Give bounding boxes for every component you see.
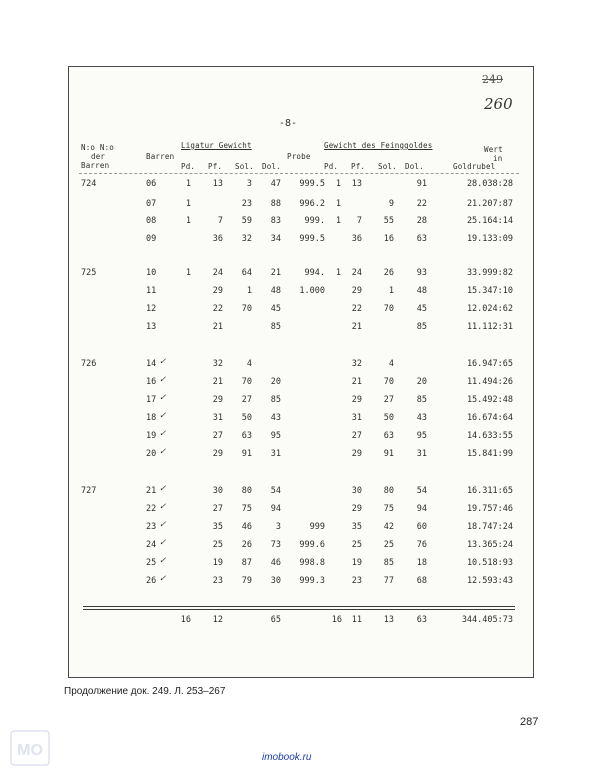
total-pd: 16: [180, 615, 191, 625]
archive-number-struck: 249: [482, 73, 503, 86]
cell-wert: 15.841:99: [466, 449, 513, 459]
cell-probe: 994.: [304, 268, 325, 278]
cell-dol: 43: [270, 413, 281, 423]
subheader-feingold-pf: Pf.: [351, 162, 366, 171]
cell-dol: 48: [270, 286, 281, 296]
check-mark-icon: ✓: [159, 502, 167, 512]
cell-fsol: 26: [383, 268, 394, 278]
check-mark-icon: ✓: [159, 520, 167, 530]
cell-wert: 16.674:64: [466, 413, 513, 423]
header-barren: Barren: [146, 152, 175, 161]
cell-probe: 999: [309, 522, 325, 532]
total-dol: 65: [270, 615, 281, 625]
group-number: 727: [81, 486, 97, 496]
cell-sol: 79: [241, 576, 252, 586]
cell-fsol: 91: [383, 449, 394, 459]
cell-fsol: 63: [383, 431, 394, 441]
cell-sol: 70: [241, 304, 252, 314]
cell-fpf: 21: [351, 322, 362, 332]
cell-pf: 23: [212, 576, 223, 586]
cell-sol: 87: [241, 558, 252, 568]
cell-barren: 19: [146, 431, 157, 441]
cell-sol: 3: [246, 179, 252, 189]
cell-wert: 13.365:24: [466, 540, 513, 550]
cell-pf: 32: [212, 359, 223, 369]
cell-fpf: 23: [351, 576, 362, 586]
cell-barren: 25: [146, 558, 157, 568]
cell-fpf: 32: [351, 359, 362, 369]
check-mark-icon: ✓: [159, 357, 167, 367]
subheader-pd: Pd.: [181, 162, 196, 171]
cell-pf: 30: [212, 486, 223, 496]
total-wert: 344.405:73: [461, 615, 513, 625]
cell-fpf: 31: [351, 413, 362, 423]
cell-fdol: 43: [416, 413, 427, 423]
cell-sol: 50: [241, 413, 252, 423]
cell-fpd: 1: [335, 216, 341, 226]
cell-fpd: 1: [335, 199, 341, 209]
cell-fdol: 31: [416, 449, 427, 459]
cell-fdol: 85: [416, 322, 427, 332]
cell-pf: 19: [212, 558, 223, 568]
cell-fpf: 24: [351, 268, 362, 278]
cell-sol: 32: [241, 234, 252, 244]
publisher-logo-icon: [10, 730, 50, 766]
cell-dol: 30: [270, 576, 281, 586]
cell-wert: 14.633:55: [466, 431, 513, 441]
cell-dol: 20: [270, 377, 281, 387]
check-mark-icon: ✓: [159, 538, 167, 548]
cell-fpf: 7: [356, 216, 362, 226]
header-no-line2: der: [91, 152, 106, 161]
cell-wert: 21.207:87: [466, 199, 513, 209]
cell-dol: 83: [270, 216, 281, 226]
header-feingold: Gewicht des Feinggoldes: [324, 141, 433, 150]
cell-probe: 999.6: [299, 540, 325, 550]
cell-wert: 12.593:43: [466, 576, 513, 586]
cell-fsol: 77: [383, 576, 394, 586]
cell-pd: 1: [185, 199, 191, 209]
cell-fsol: 27: [383, 395, 394, 405]
cell-fdol: 93: [416, 268, 427, 278]
cell-wert: 15.347:10: [466, 286, 513, 296]
subheader-sol: Sol.: [235, 162, 254, 171]
total-feingold-dol: 63: [416, 615, 427, 625]
cell-wert: 11.112:31: [466, 322, 513, 332]
cell-dol: 46: [270, 558, 281, 568]
cell-fdol: 95: [416, 431, 427, 441]
cell-fsol: 70: [383, 377, 394, 387]
cell-sol: 80: [241, 486, 252, 496]
cell-fpf: 35: [351, 522, 362, 532]
cell-dol: 85: [270, 395, 281, 405]
check-mark-icon: ✓: [159, 429, 167, 439]
cell-pf: 7: [217, 216, 223, 226]
total-pf: 12: [212, 615, 223, 625]
cell-barren: 24: [146, 540, 157, 550]
cell-fpf: 27: [351, 431, 362, 441]
header-wert-line3: Goldrubel: [453, 162, 496, 171]
cell-probe: 999.5: [299, 234, 325, 244]
cell-probe: 998.8: [299, 558, 325, 568]
cell-fpf: 29: [351, 449, 362, 459]
cell-sol: 1: [246, 286, 252, 296]
cell-fdol: 60: [416, 522, 427, 532]
cell-pd: 1: [185, 179, 191, 189]
cell-fpf: 29: [351, 504, 362, 514]
cell-fsol: 4: [388, 359, 394, 369]
cell-pf: 22: [212, 304, 223, 314]
cell-wert: 19.757:46: [466, 504, 513, 514]
cell-barren: 26: [146, 576, 157, 586]
cell-dol: 94: [270, 504, 281, 514]
cell-fpf: 13: [351, 179, 362, 189]
check-mark-icon: ✓: [159, 447, 167, 457]
cell-sol: 46: [241, 522, 252, 532]
total-feingold-sol: 13: [383, 615, 394, 625]
subheader-dol: Dol.: [262, 162, 281, 171]
cell-wert: 19.133:09: [466, 234, 513, 244]
cell-pf: 25: [212, 540, 223, 550]
cell-fdol: 45: [416, 304, 427, 314]
cell-fdol: 85: [416, 395, 427, 405]
cell-wert: 12.024:62: [466, 304, 513, 314]
cell-sol: 64: [241, 268, 252, 278]
cell-wert: 10.518:93: [466, 558, 513, 568]
cell-pf: 35: [212, 522, 223, 532]
cell-sol: 4: [246, 359, 252, 369]
cell-pf: 21: [212, 322, 223, 332]
cell-barren: 08: [146, 216, 157, 226]
totals-rule-1: [83, 606, 515, 607]
document-page-number: -8-: [279, 118, 298, 129]
cell-barren: 14: [146, 359, 157, 369]
cell-barren: 12: [146, 304, 157, 314]
cell-barren: 18: [146, 413, 157, 423]
cell-fpf: 30: [351, 486, 362, 496]
cell-pf: 29: [212, 286, 223, 296]
cell-wert: 11.494:26: [466, 377, 513, 387]
check-mark-icon: ✓: [159, 393, 167, 403]
header-wert-line1: Wert: [484, 145, 503, 154]
cell-fdol: 94: [416, 504, 427, 514]
cell-dol: 34: [270, 234, 281, 244]
cell-dol: 54: [270, 486, 281, 496]
cell-pd: 1: [185, 268, 191, 278]
cell-fsol: 85: [383, 558, 394, 568]
cell-pf: 29: [212, 395, 223, 405]
cell-fdol: 54: [416, 486, 427, 496]
cell-probe: 1.000: [299, 286, 325, 296]
header-no-line3: Barren: [81, 161, 110, 170]
cell-dol: 3: [275, 522, 281, 532]
cell-sol: 63: [241, 431, 252, 441]
cell-fpf: 29: [351, 395, 362, 405]
cell-wert: 15.492:48: [466, 395, 513, 405]
typewritten-table: [69, 67, 533, 677]
cell-pf: 29: [212, 449, 223, 459]
document-scan: [68, 66, 534, 678]
cell-barren: 11: [146, 286, 157, 296]
cell-wert: 28.038:28: [466, 179, 513, 189]
cell-fdol: 91: [416, 179, 427, 189]
cell-pf: 27: [212, 431, 223, 441]
header-no-line1: N:o N:o: [81, 143, 115, 152]
cell-fpf: 19: [351, 558, 362, 568]
cell-fsol: 55: [383, 216, 394, 226]
cell-barren: 22: [146, 504, 157, 514]
cell-barren: 06: [146, 179, 157, 189]
cell-fpd: 1: [335, 268, 341, 278]
cell-dol: 45: [270, 304, 281, 314]
group-number: 726: [81, 359, 97, 369]
cell-fdol: 48: [416, 286, 427, 296]
totals-rule-2: [83, 609, 515, 610]
cell-wert: 25.164:14: [466, 216, 513, 226]
cell-sol: 26: [241, 540, 252, 550]
cell-dol: 88: [270, 199, 281, 209]
caption: Продолжение док. 249. Л. 253–267: [64, 686, 226, 697]
site-link[interactable]: imobook.ru: [262, 752, 312, 763]
archive-number: 260: [484, 95, 513, 113]
cell-fdol: 22: [416, 199, 427, 209]
cell-pf: 27: [212, 504, 223, 514]
cell-barren: 17: [146, 395, 157, 405]
cell-dol: 31: [270, 449, 281, 459]
cell-dol: 21: [270, 268, 281, 278]
cell-pf: 31: [212, 413, 223, 423]
cell-pf: 21: [212, 377, 223, 387]
cell-fsol: 9: [388, 199, 394, 209]
cell-fsol: 75: [383, 504, 394, 514]
cell-barren: 13: [146, 322, 157, 332]
subheader-feingold-sol: Sol.: [378, 162, 397, 171]
cell-fdol: 68: [416, 576, 427, 586]
check-mark-icon: ✓: [159, 556, 167, 566]
cell-dol: 95: [270, 431, 281, 441]
cell-fsol: 42: [383, 522, 394, 532]
cell-fpf: 36: [351, 234, 362, 244]
header-ligatur: Ligatur Gewicht: [181, 141, 252, 150]
cell-barren: 20: [146, 449, 157, 459]
cell-fsol: 25: [383, 540, 394, 550]
cell-fsol: 70: [383, 304, 394, 314]
group-number: 725: [81, 268, 97, 278]
cell-fdol: 20: [416, 377, 427, 387]
cell-sol: 23: [241, 199, 252, 209]
cell-pd: 1: [185, 216, 191, 226]
cell-fdol: 28: [416, 216, 427, 226]
cell-barren: 23: [146, 522, 157, 532]
subheader-feingold-pd: Pd.: [324, 162, 339, 171]
cell-barren: 09: [146, 234, 157, 244]
check-mark-icon: ✓: [159, 574, 167, 584]
check-mark-icon: ✓: [159, 375, 167, 385]
total-feingold-pf: 11: [351, 615, 362, 625]
header-wert-line2: in: [493, 154, 503, 163]
cell-pf: 13: [212, 179, 223, 189]
subheader-pf: Pf.: [208, 162, 223, 171]
cell-fsol: 50: [383, 413, 394, 423]
cell-dol: 85: [270, 322, 281, 332]
cell-sol: 70: [241, 377, 252, 387]
cell-dol: 73: [270, 540, 281, 550]
cell-sol: 27: [241, 395, 252, 405]
cell-barren: 07: [146, 199, 157, 209]
cell-fpf: 22: [351, 304, 362, 314]
cell-fdol: 63: [416, 234, 427, 244]
cell-fsol: 1: [388, 286, 394, 296]
cell-fdol: 76: [416, 540, 427, 550]
subheader-feingold-dol: Dol.: [405, 162, 424, 171]
check-mark-icon: ✓: [159, 484, 167, 494]
header-probe: Probe: [287, 152, 311, 161]
cell-barren: 10: [146, 268, 157, 278]
cell-probe: 999.: [304, 216, 325, 226]
cell-probe: 999.3: [299, 576, 325, 586]
cell-fsol: 16: [383, 234, 394, 244]
total-feingold-pd: 16: [331, 615, 342, 625]
cell-fpf: 25: [351, 540, 362, 550]
cell-probe: 996.2: [299, 199, 325, 209]
group-number: 724: [81, 179, 97, 189]
cell-probe: 999.5: [299, 179, 325, 189]
cell-sol: 75: [241, 504, 252, 514]
cell-sol: 91: [241, 449, 252, 459]
cell-fpd: 1: [335, 179, 341, 189]
cell-wert: 16.947:65: [466, 359, 513, 369]
cell-fsol: 80: [383, 486, 394, 496]
check-mark-icon: ✓: [159, 411, 167, 421]
cell-sol: 59: [241, 216, 252, 226]
cell-wert: 16.311:65: [466, 486, 513, 496]
header-rule: [79, 173, 519, 174]
cell-wert: 18.747:24: [466, 522, 513, 532]
cell-barren: 21: [146, 486, 157, 496]
svg-text:MO: MO: [17, 742, 43, 759]
cell-fdol: 18: [416, 558, 427, 568]
cell-wert: 33.999:82: [466, 268, 513, 278]
cell-dol: 47: [270, 179, 281, 189]
cell-pf: 36: [212, 234, 223, 244]
cell-pf: 24: [212, 268, 223, 278]
cell-fpf: 21: [351, 377, 362, 387]
book-page-number: 287: [520, 716, 539, 728]
cell-barren: 16: [146, 377, 157, 387]
cell-fpf: 29: [351, 286, 362, 296]
